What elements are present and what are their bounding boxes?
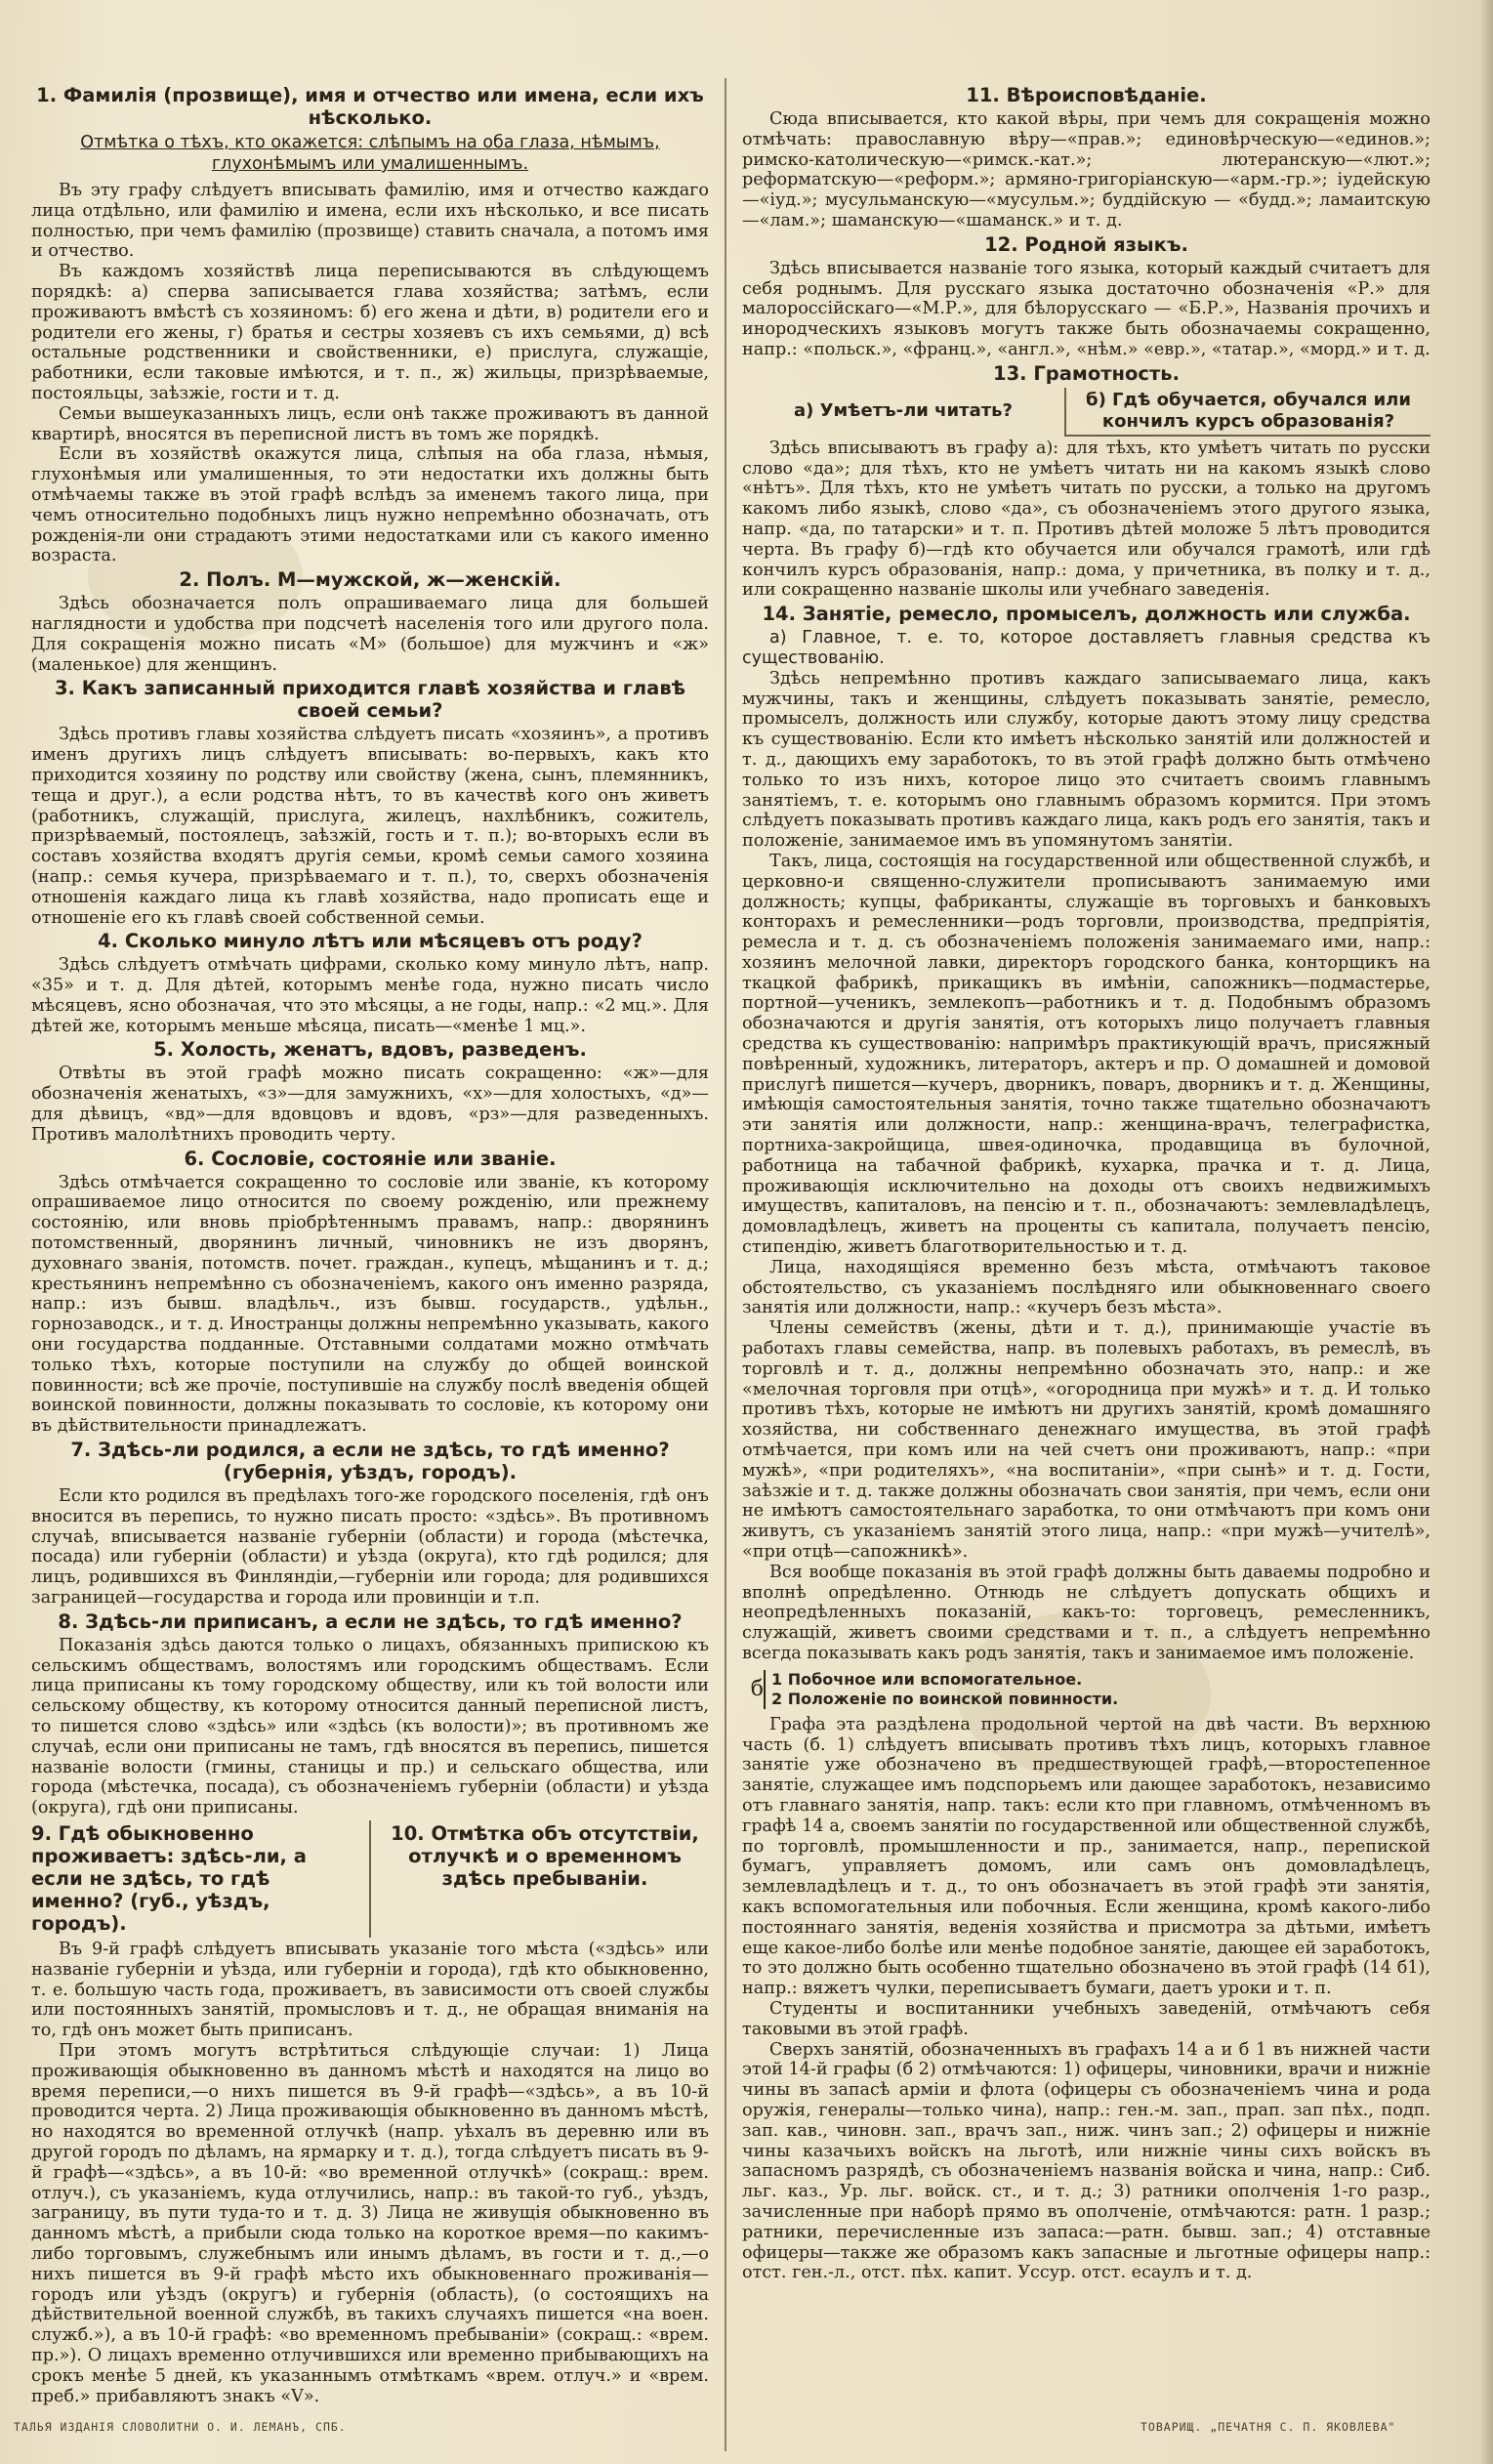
section-7-title: 7. Здѣсь-ли родился, а если не здѣсь, то гдѣ именно? (губернія, уѣздъ, городъ). [70, 1439, 670, 1484]
section-6-title: 6. Сословіе, состояніе или званіе. [184, 1147, 557, 1170]
section-8-paragraph: Показанія здѣсь даются только о лицахъ, обязанныхъ припискою къ сельскимъ обществамъ, волостямъ или городскимъ обществамъ. Если лица приписаны къ тому городскому обществу, или къ той волости или сельскому обществу, къ которому относится данный переписной листъ, то пишется слово «здѣсь» или «здѣсь (къ волости)»; въ противномъ же случаѣ, если они приписаны не тамъ, гдѣ вносятся въ перепись, пишется названіе волости (гмины, станицы и пр.) и сельскаго общества, или города (мѣстечка, посада), съ обозначеніемъ губерніи (области) и уѣзда (округа), гдѣ они приписаны. [31, 1635, 709, 1818]
column-divider [725, 78, 726, 2451]
section-13a-title: а) Умѣетъ-ли читать? [794, 400, 1013, 422]
section-2-paragraph: Здѣсь обозначается полъ опрашиваемаго лица для большей наглядности и удобства при подсчетѣ населенія того или другого пола. Для сокращенія можно писать «М» (большое) для мужчинъ и «ж» (маленькое) для женщинъ. [31, 594, 709, 675]
section-5-title: 5. Холость, женатъ, вдовъ, разведенъ. [153, 1038, 587, 1062]
section-11-title: 11. Вѣроисповѣданіе. [966, 84, 1207, 106]
section-3-title: 3. Какъ записанный приходится главѣ хозяйства и главѣ своей семьи? [54, 677, 686, 723]
left-column [31, 82, 709, 2436]
section-14-paragraph: Члены семействъ (жены, дѣти и т. д.), принимающіе участіе въ работахъ главы семейства, напр. въ полевыхъ работахъ, въ ремеслѣ, въ торговлѣ и т. д., должны непремѣнно обозначать это, напр.: и же «мелочная торговля при отцѣ», «огородница при мужѣ» и т. д. И только противъ тѣхъ, которые не имѣютъ ни другихъ занятій, кромѣ домашняго хозяйства, ни собственнаго денежнаго имущества, въ этой графѣ отмѣчается, при комъ или на чей счетъ они проживаютъ, напр.: «при мужѣ», «при родителяхъ», «на воспитаніи», «при сынѣ» и т. д. Гости, заѣзжіе и т. д. также должны обозначать свои занятія, при чемъ, если они не имѣютъ самостоятельнаго заработка, то они отмѣчаютъ при комъ они живутъ, съ указаніемъ занятій этого лица, напр.: «при мужѣ—учителѣ», «при отцѣ—сапожникѣ». [742, 1318, 1431, 1562]
section-13-paragraph: Здѣсь вписываютъ въ графу а): для тѣхъ, кто умѣетъ читать по русски слово «да»; для тѣхъ, кто не умѣетъ читать ни на какомъ языкѣ слово «нѣтъ». Для тѣхъ, кто не умѣетъ читать по русски, а только на другомъ какомъ либо языкѣ, слово «да», съ обозначеніемъ этого другого языка, напр. «да, по татарски» и т. п. Противъ дѣтей моложе 5 лѣтъ проводится черта. Въ графу б)—гдѣ кто обучается или обучался грамотѣ, или гдѣ кончилъ курсъ образованія, напр.: дома, у причетника, въ полку и т. д., или сокращенно названіе школы или учебнаго заведенія. [742, 438, 1431, 601]
section-14a-subtitle: а) Главное, т. е. то, которое доставляетъ главныя средства къ существованію. [742, 628, 1431, 668]
section-1-paragraph: Если въ хозяйствѣ окажутся лица, слѣпыя на оба глаза, нѣмыя, глухонѣмыя или умалишенныя, то эти недостатки ихъ должны быть отмѣчаемы также въ этой графѣ вслѣдъ за именемъ такого лица, при чемъ относительно подобныхъ лицъ нужно непремѣнно обозначать, отъ рожденія-ли они страдаютъ этими недостатками или съ какого именно возраста. [31, 444, 709, 566]
section-13-title: 13. Грамотность. [993, 361, 1180, 385]
section-14b-paragraph: Графа эта раздѣлена продольной чертой на двѣ части. Въ верхнюю часть (б. 1) слѣдуетъ вписывать противъ тѣхъ лицъ, которыхъ главное занятіе уже обозначено въ предшествующей графѣ,—второстепенное занятіе, служащее имъ подспорьемъ или дающее заработокъ, независимо отъ главнаго занятія, напр. такъ: если кто при главномъ, отмѣченномъ въ графѣ 14 а, своемъ занятіи по государственной или общественной службѣ, по торговлѣ, промышленности и пр., занимается, напр., перепиской бумагъ, управляетъ домомъ, или самъ онъ домовладѣлецъ, землевладѣлецъ и т. д., то онъ обозначаетъ въ этой графѣ эти занятія, какъ вспомогательныя или побочныя. Если женщина, кромѣ какого-либо постояннаго занятія, веденія хозяйства и присмотра за дѣтьми, имѣетъ еще какое-либо болѣе или менѣе подобное занятіе, дающее ей заработокъ, то это должно быть особенно тщательно обозначено въ этой графѣ (14 б1), напр.: вяжетъ чулки, переписываетъ бумаги, даетъ уроки и т. п. [742, 1714, 1431, 1999]
section-14b-item-1: 1 Побочное или вспомогательное. [771, 1669, 1083, 1689]
printer-imprint-left: ТАЛЬЯ ИЗДАНІЯ СЛОВОЛИТНИ О. И. ЛЕМАНЪ, СПБ. [14, 2420, 347, 2434]
section-7-paragraph: Если кто родился въ предѣлахъ того-же городского поселенія, гдѣ онъ вносится въ перепись, то нужно писать просто: «здѣсь». Въ противномъ случаѣ, вписывается названіе губерніи (области) и города (мѣстечка, посада) или губерніи (области) и уѣзда (округа), кто гдѣ родился; для лицъ, родившихся въ Финляндіи,—губерніи или города; для родившихся заграницей—государства и города или провинціи и т.п. [31, 1486, 709, 1608]
section-2-title: 2. Полъ. М—мужской, ж—женскій. [179, 568, 561, 592]
printer-imprint-right: ТОВАРИЩ. „ПЕЧАТНЯ С. П. ЯКОВЛЕВА" [1140, 2420, 1396, 2434]
section-13b-title: б) Гдѣ обучается, обучался или кончилъ курсъ образованія? [1064, 388, 1431, 437]
section-3-paragraph: Здѣсь противъ главы хозяйства слѣдуетъ писать «хозяинъ», а противъ именъ другихъ лицъ слѣдуетъ вписывать: во-первыхъ, какъ кто приходится хозяину по родству или свойству (жена, сынъ, племянникъ, теща и друг.), а если родства нѣтъ, то въ качествѣ кого онъ живетъ (работникъ, служащій, прислуга, жилецъ, нахлѣбникъ, сожитель, призрѣваемый, постоялецъ, заѣзжій, гость и т. п.); во-вторыхъ если въ составъ хозяйства входятъ другія семьи, кромѣ семьи самого хозяина (напр.: семья кучера, призрѣваемаго и т. п.), то, сверхъ обозначенія отношенія каждаго лица къ главѣ хозяйства, надо прописать еще и отношеніе его къ главѣ своей собственной семьи. [31, 725, 709, 928]
section-4-title: 4. Сколько минуло лѣтъ или мѣсяцевъ отъ роду? [98, 930, 643, 953]
section-4-paragraph: Здѣсь слѣдуетъ отмѣчать цифрами, сколько кому минуло лѣтъ, напр. «35» и т. д. Для дѣтей, которымъ менѣе года, нужно писать число мѣсяцевъ, ясно обозначая, что это мѣсяцы, а не годы, напр.: «2 мц.». Для дѣтей же, которымъ меньше мѣсяца, писать—«менѣе 1 мц.». [31, 955, 709, 1036]
section-14b-paragraph: Сверхъ занятій, обозначенныхъ въ графахъ 14 а и б 1 въ нижней части этой 14-й графы (б 2) отмѣчаются: 1) офицеры, чиновники, врачи и нижніе чины въ запасѣ арміи и флота (офицеры съ обозначеніемъ чина и рода оружія, генералы—только чина), напр.: ген.-м. зап., прап. зап пѣх., подп. зап. кав., чиновн. зап., врачъ зап., ниж. чинъ зап.; 2) офицеры и нижніе чины казачьихъ войскъ на льготѣ, или нижніе чины сихъ войскъ въ запасномъ разрядѣ, съ обозначеніемъ названія войска и чина, напр.: Сиб. льг. каз., Ур. льг. войск. ст., и т. д.; 3) ратники ополченія 1-го разр., зачисленные при наборѣ прямо въ ополченіе, отмѣчаются: ратн. 1 разр.; ратники, перечисленные изъ запаса:—ратн. бывш. зап.; 4) отставные офицеры—также же образомъ какъ запасные и льготные офицеры напр.: отст. ген.-л., отст. пѣх. капит. Уссур. отст. есаулъ и т. д. [742, 2039, 1431, 2283]
section-14-paragraph: Лица, находящіяся временно безъ мѣста, отмѣчаютъ таковое обстоятельство, съ указаніемъ послѣдняго или обыкновеннаго своего занятія или должности, напр.: «кучеръ безъ мѣста». [742, 1257, 1431, 1318]
section-5-paragraph: Отвѣты въ этой графѣ можно писать сокращенно: «ж»—для обозначенія женатыхъ, «з»—для замужнихъ, «х»—для холостыхъ, «д»—для дѣвицъ, «вд»—для вдовцовъ и вдовъ, «рз»—для разведенныхъ. Противъ малолѣтнихъ проводить черту. [31, 1064, 709, 1145]
page-edge-shadow [1479, 0, 1493, 2464]
section-10-title: 10. Отмѣтка объ отсутствіи, отлучкѣ и о временномъ здѣсь пребываніи. [391, 1821, 699, 1890]
section-8-title: 8. Здѣсь-ли приписанъ, а если не здѣсь, то гдѣ именно? [58, 1609, 683, 1633]
sections-9-10-header [31, 1820, 709, 1938]
section-1-subtitle: Отмѣтка о тѣхъ, кто окажется: слѣпымъ на оба глаза, нѣмымъ, глухонѣмымъ или умалишеннымъ. [80, 133, 660, 174]
section-11-paragraph: Сюда вписывается, кто какой вѣры, при чемъ для сокращенія можно отмѣчать: православную вѣру—«прав.»; единовѣрческую—«единов.»; римско-католическую—«римск.-кат.»; лютеранскую—«лют.»; реформатскую—«реформ.»; армяно-григоріанскую—«арм.-гр.»; іудейскую—«іуд.»; мусульманскую—«мусульм.»; буддійскую — «будд.»; ламаитскую—«лам.»; шаманскую—«шаманск.» и т. д. [742, 109, 1431, 230]
section-12-paragraph: Здѣсь вписывается названіе того языка, который каждый считаетъ для себя роднымъ. Для русскаго языка достаточно обозначенія «Р.» для малороссійскаго—«М.Р.», для бѣлорусскаго — «Б.Р.», Названія прочихъ и инородческихъ языковъ могутъ также быть обозначаемы сокращенно, напр.: «польск.», «франц.», «англ.», «нѣм.» «евр.», «татар.», «морд.» и т. д. [742, 258, 1431, 359]
section-14-paragraph: Вся вообще показанія въ этой графѣ должны быть даваемы подробно и вполнѣ опредѣленно. Отнюдь не слѣдуетъ допускать общихъ и неопредѣленныхъ показаній, какъ-то: торговецъ, ремесленникъ, служащій, живетъ своими средствами и т. п., а слѣдуетъ непремѣнно всегда показывать какъ родъ занятія, такъ и занимаемое имъ положеніе. [742, 1562, 1431, 1663]
section-1-paragraph: Въ каждомъ хозяйствѣ лица переписываются въ слѣдующемъ порядкѣ: а) сперва записывается глава хозяйства; затѣмъ, если проживаютъ вмѣстѣ съ хозяиномъ: б) его жена и дѣти, в) родители его и родители его жены, г) братья и сестры хозяевъ съ ихъ семьями, д) всѣ остальные родственники и свойственники, е) прислуга, служащіе, работники, если таковые имѣются, и т. п., ж) жильцы, призрѣваемые, постояльцы, заѣзжіе, гости и т. д. [31, 262, 709, 403]
section-1-paragraph: Семьи вышеуказанныхъ лицъ, если онѣ также проживаютъ въ данной квартирѣ, вносятся въ переписной листъ въ томъ же порядкѣ. [31, 403, 709, 444]
section-14-title: 14. Занятіе, ремесло, промыселъ, должность или служба. [762, 603, 1411, 626]
section-9-paragraph: Въ 9-й графѣ слѣдуетъ вписывать указаніе того мѣста («здѣсь» или названіе губерніи и уѣзда, или губерніи и города), гдѣ кто обыкновенно, т. е. большую часть года, проживаетъ, въ зависимости отъ своей службы или постоянныхъ занятій, промысловъ и т. д., не обращая вниманія на то, гдѣ онъ может быть приписанъ. [31, 1939, 709, 2041]
section-14b-paragraph: Студенты и воспитанники учебныхъ заведеній, отмѣчаютъ себя таковыми въ этой графѣ. [742, 1998, 1431, 2039]
section-1-paragraph: Въ эту графу слѣдуетъ вписывать фамилію, имя и отчество каждаго лица отдѣльно, или фамилію и имена, если ихъ нѣсколько, и все писать полностью, при чемъ фамилію (прозвище) ставить сначала, а потомъ имя и отчество. [31, 181, 709, 262]
section-14b-header [742, 1670, 1431, 1709]
section-14b-label: б [750, 1676, 764, 1701]
section-6-paragraph: Здѣсь отмѣчается сокращенно то сословіе или званіе, къ которому опрашиваемое лицо относится по своему рожденію, или прежнему состоянію, или вновь пріобрѣтеннымъ правамъ, напр.: дворянинъ потомственный, дворянинъ личный, чиновникъ не изъ дворянъ, духовнаго званія, потомств. почет. граждан., купецъ, мѣщанинъ и т. д.; крестьянинъ непремѣнно съ обозначеніемъ, какого онъ именно разряда, напр.: изъ бывш. владѣльч., изъ бывш. государств., удѣльн., горнозаводск., и т. д. Иностранцы должны непремѣнно указывать, какого они государства подданные. Отставными солдатами можно отмѣчать только тѣхъ, которые поступили на службу до общей воинской повинности; всѣ же прочіе, поступившіе на службу послѣ введенія общей воинской повинности, должны показывать то сословіе, къ которому они въ дѣйствительности принадлежатъ. [31, 1172, 709, 1437]
section-14-paragraph: Такъ, лица, состоящія на государственной или общественной службѣ, и церковно-и священно-служители прописываютъ занимаемую ими должность; купцы, фабриканты, служащіе въ торговыхъ и банковыхъ конторахъ и ремесленники—родъ торговли, производства, предпріятія, ремесла и т. д. съ обозначеніемъ положенія занимаемаго ими, напр.: хозяинъ мелочной лавки, директоръ городского банка, конторщикъ на ткацкой фабрикѣ, прикащикъ въ имѣніи, сапожникъ—подмастерье, портной—ученикъ, землекопъ—работникъ и т. д. Подобнымъ образомъ обозначаются и другія занятія, отъ которыхъ лицо получаетъ главныя средства къ существованію: напримѣръ практикующій врачъ, присяжный повѣренный, художникъ, литераторъ, актеръ и пр. О домашней и домовой прислугѣ пишется—кучеръ, дворникъ, поваръ, дворникъ и т. д. Женщины, имѣющія самостоятельныя занятія, точно также тщательно обозначаютъ эти занятія или должности, напр.: женщина-врачъ, телеграфистка, портниха-закройщица, швея-одиночка, продавщица въ булочной, работница на табачной фабрикѣ, кухарка, прачка и т. д. Лица, проживающія исключительно на доходы отъ своихъ недвижимыхъ имуществъ, капиталовъ, на пенсію и т. п., обозначаютъ: землевладѣлецъ, домовладѣлецъ, живетъ на проценты съ капитала, получаетъ пенсію, стипендію, живетъ благотворительностью и т. д. [742, 851, 1431, 1258]
right-column [742, 82, 1431, 2436]
section-14b-item-2: 2 Положеніе по воинской повинности. [771, 1689, 1119, 1708]
section-9-title: 9. Гдѣ обыкновенно проживаетъ: здѣсь-ли, а если не здѣсь, то гдѣ именно? (губ., уѣздъ, городъ). [31, 1821, 307, 1935]
section-9-paragraph: При этомъ могутъ встрѣтиться слѣдующіе случаи: 1) Лица проживающія обыкновенно въ данномъ мѣстѣ и находятся на лицо во время переписи,—о нихъ пишется въ 9-й графѣ—«здѣсь», а въ 10-й проводится черта. 2) Лица проживающія обыкновенно въ данномъ мѣстѣ, но находятся во временной отлучкѣ (напр. уѣхалъ въ деревню или въ другой городъ по дѣламъ, на ярмарку и т. д.), тогда слѣдуетъ писать въ 9-й графѣ—«здѣсь», а въ 10-й: «во временной отлучкѣ» (сокращ.: врем. отлуч.), съ указаніемъ, куда отлучились, напр.: въ такой-то губ., уѣздъ, заграницу, въ пути туда-то и т. д. 3) Лица не живущія обыкновенно въ данномъ мѣстѣ, а прибыли сюда только на короткое время—по какимъ-либо торговымъ, служебнымъ или инымъ дѣламъ, въ гости и т. д.,—о нихъ пишется въ 9-й графѣ мѣсто ихъ обыкновеннаго проживанія—городъ или уѣздъ (округъ) и губернія (область), (о состоящихъ на дѣйствительной военной службѣ, въ такихъ случаяхъ пишется «на воен. служб.»), а въ 10-й графѣ: «во временномъ пребываніи» (сокращ.: «врем. пр.»). О лицахъ временно отлучившихся или временно прибывающихъ на срокъ менѣе 5 дней, къ указаннымъ отмѣткамъ «врем. отлуч.» и «врем. преб.» прибавляютъ знакъ «V». [31, 2040, 709, 2406]
section-12-title: 12. Родной языкъ. [984, 232, 1188, 256]
section-1-title: 1. Фамилія (прозвище), имя и отчество или имена, если ихъ нѣсколько. [36, 84, 704, 129]
section-14-paragraph: Здѣсь непремѣнно противъ каждаго записываемаго лица, какъ мужчины, такъ и женщины, слѣдуетъ показывать занятіе, ремесло, промыселъ, должность или службу, которые даютъ этому лицу средства къ существованію. Если кто имѣетъ нѣсколько занятій или должностей и т. д., дающихъ ему заработокъ, то въ этой графѣ должно быть отмѣчено только то изъ нихъ, которое лицо это считаетъ своимъ главнымъ занятіемъ, т. е. которымъ оно главнымъ образомъ кормится. При этомъ слѣдуетъ показывать противъ каждаго лица, какъ родъ его занятія, такъ и положеніе, занимаемое имъ въ упомянутомъ занятіи. [742, 668, 1431, 852]
section-13-subheader [742, 388, 1431, 437]
